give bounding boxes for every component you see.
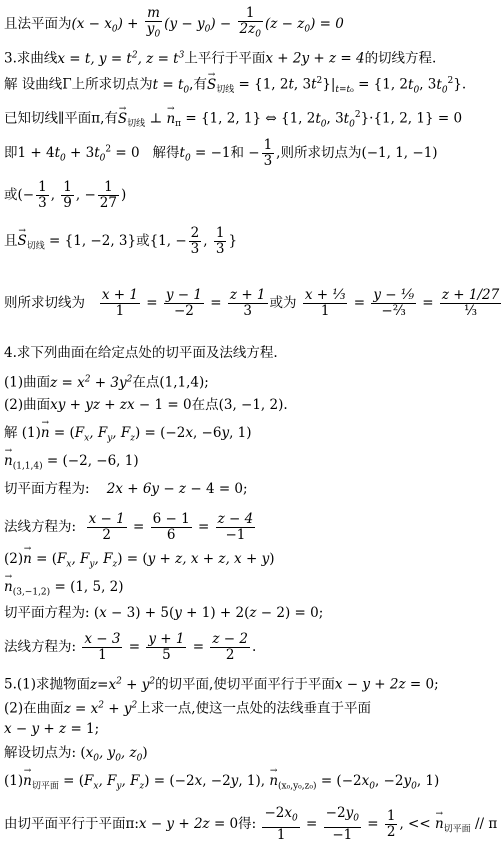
- problem-4-statement: 4.求下列曲面在给定点处的切平面及法线方程.: [4, 345, 278, 361]
- problem-4-part-1: (1)曲面$z = x^2 + 3y^2$在点(1,1,4);: [4, 374, 209, 391]
- solution-3-line-5: 且→ $S_{切线} = \{1$, −2, 3}或{1, − $\frac{2}{3}$ , $\frac{1}{3}$ }: [4, 226, 479, 257]
- problem-4-part-2: (2)曲面xy + yz + zx − 1 = 0在点(3, −1, 2).: [4, 397, 288, 413]
- solution-3-line-1: 解 设曲线Γ上所求切点为$t = t_0$,有→ $S_{切线} = \{1$, 2t, $3t^2\}|_{t=t_0} = \{1$, $2t_0$, $3t_0^2$}.: [4, 72, 479, 99]
- problem-5-part-2: (2)在曲面$z = x^2 + y^2$上求一点,使这一点处的法线垂直于平面: [4, 700, 372, 717]
- problem-5-part-1: 5.(1)求抛物面$z=x^2 + y^2$的切平面,使切平面平行于平面x − y + 2z = 0;: [4, 676, 439, 693]
- solution-4-normal-1-at-point: → $n_{(1,1,4)} = (-2$, −6, 1): [4, 452, 479, 476]
- solution-3-line-2: 已知切线∥平面π,有→ $S_{切线}$ ⊥ → $n_\pi = \{1$, 2, 1} ⇔ {1, $2t_0$, $3t_0^2\}\cdot\{1$, 2, 1} = 0: [4, 106, 479, 133]
- solution-3-line-4: 或(− $\frac{1}{3}$ , $\frac{1}{9}$ , − $\frac{1}{27}$ ): [4, 179, 127, 211]
- solution-5-parallel-condition: 由切平面平行于平面π:x − y + 2z = 0得: $\frac{-2x_0}{1}$ = $\frac{-2y_0}{-1}$ = $\frac{1}{2}$ , << → $n_{切平面}$ // π: [4, 806, 479, 843]
- solution-4-normal-line-2: 法线方程为: $\frac{x - 3}{1}$ = $\frac{y + 1}{5}$ = $\frac{z - 2}{2}$ .: [4, 631, 257, 663]
- solution-4-normal-1: 解 $(1)\to n = (F_x$, $F_y$, $F_z) = (-2x$, −6y, 1): [4, 424, 479, 448]
- problem-5-plane: x − y + z = 1;: [4, 721, 100, 737]
- solution-5-normal: $(1)\to n_{切平面} = (F_x$, $F_y$, $F_z) = (-2x$, −2y, 1), → $n_{(x_0,y_0,z_0)} = (-2x_0$, $-2y_0$, 1): [4, 772, 479, 796]
- solution-4-tangent-plane-2: 切平面方程为: (x − 3) + 5(y + 1) + 2(z − 2) = 0;: [4, 605, 324, 621]
- plane-equation-line: [4, 6, 479, 43]
- solution-4-tangent-plane-1: 切平面方程为: 2x + 6y − z − 4 = 0;: [4, 481, 248, 497]
- solution-4-normal-2-at-point: → $n_{(3,-1,2)} = (1$, 5, 2): [4, 578, 479, 602]
- line-text: 且法平面为$(x - x_0)$ + $\frac{m}{y_0}$ $(y - y_0)$ − $\frac{1}{2z_0}$ $(z - z_0) = 0$: [4, 5, 344, 40]
- problem-3-statement: 3.求曲线x = t, $y = t^2$, $z = t^3$上平行于平面x + 2y + z = 4的切线方程.: [4, 50, 437, 67]
- solution-3-line-3: 即$1 + 4t_0 + 3t_0^2 = 0$ 解得$t_0 = -1$和 − $\frac{1}{3}$ ,则所求切点为(−1, 1, −1): [4, 137, 438, 169]
- solution-5-tangent-point: 解设切点为: ($x_0$, $y_0$, $z_0$): [4, 745, 148, 764]
- solution-3-tangent-lines: 则所求切线为 $\frac{x + 1}{1}$ = $\frac{y - 1}{-2}$ = $\frac{z + 1}{3}$ 或为 $\frac{\text{x + ⅓}}{1}$ = $\frac{\text{y − ⅑}}{\text{−⅔}}$ = $\frac{z + 1/27}{\text{⅓}}$: [4, 287, 500, 319]
- solution-4-normal-2: $(2)\to n = (F_x$, $F_y$, $F_z) = (y + z$, x + z, x + y): [4, 550, 479, 574]
- solution-4-normal-line-1: 法线方程为: $\frac{x - 1}{2}$ = $\frac{6 - 1}{6}$ = $\frac{z - 4}{-1}$: [4, 511, 254, 543]
